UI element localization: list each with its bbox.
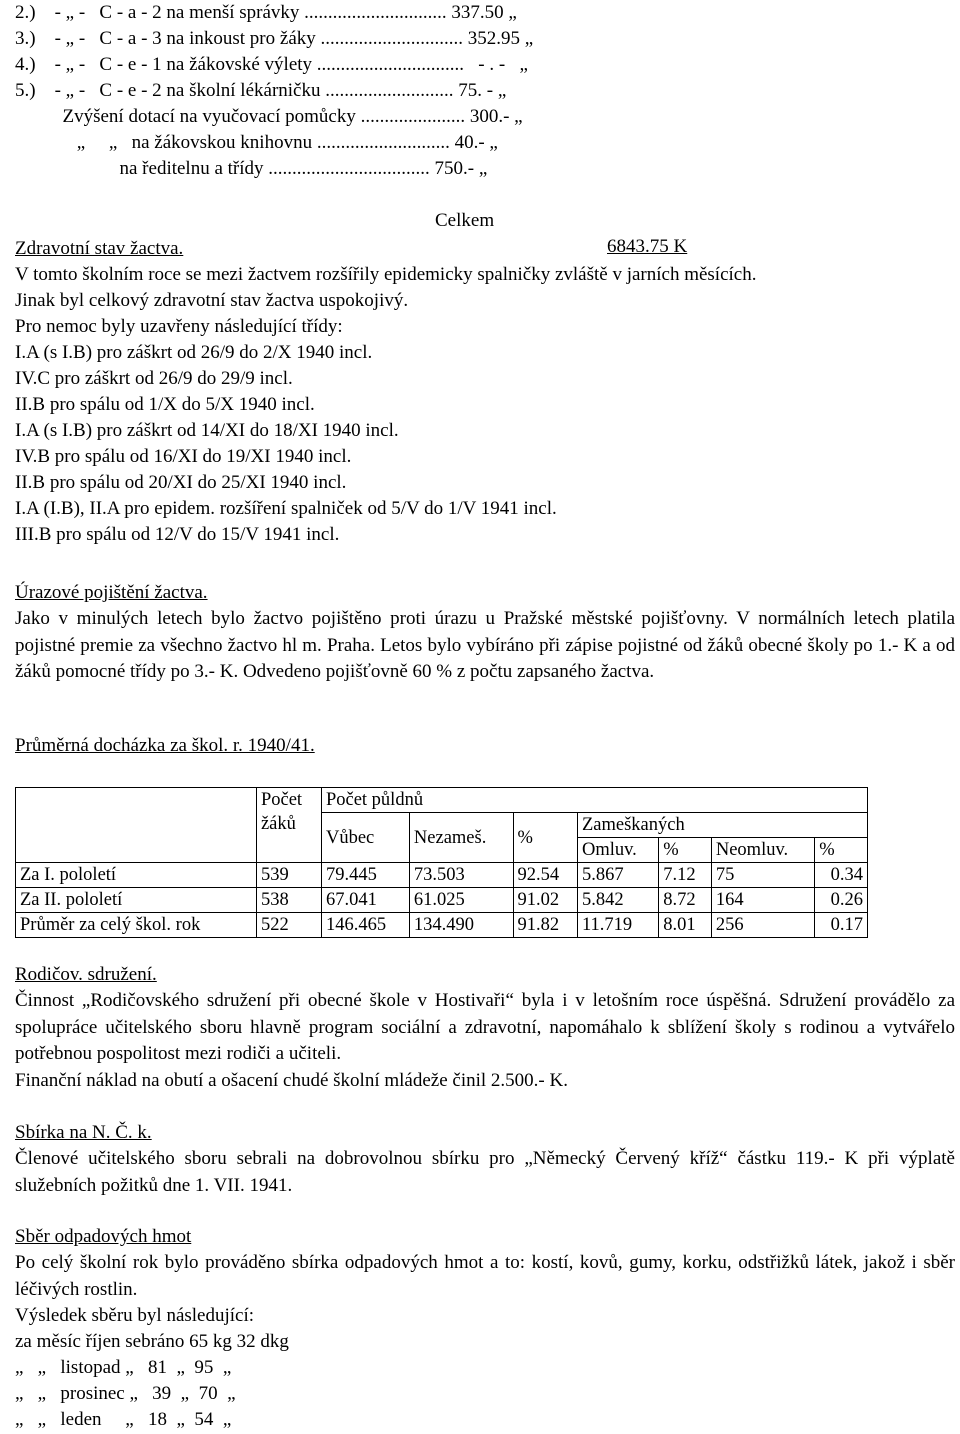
table-cell: 61.025: [409, 888, 513, 913]
table-cell: 91.82: [513, 913, 577, 938]
header-pct3: %: [815, 838, 868, 863]
table-cell: 134.490: [409, 913, 513, 938]
header-missed: Zameškaných: [577, 813, 867, 838]
waste-line: za měsíc říjen sebráno 65 kg 32 dkg: [15, 1331, 289, 1352]
budget-line: Zvýšení dotací na vyučovací pomůcky ...................... 300.- „: [15, 106, 523, 127]
table-row: [16, 913, 868, 938]
budget-line: 2.) - „ - C - a - 2 na menší správky .............................. 337.50 „: [15, 2, 517, 23]
health-line: II.B pro spálu od 20/XI do 25/XI 1940 incl.: [15, 472, 347, 493]
budget-line: 3.) - „ - C - a - 3 na inkoust pro žáky .............................. 352.95 „: [15, 28, 534, 49]
table-cell: 73.503: [409, 863, 513, 888]
table-cell: 146.465: [321, 913, 409, 938]
table-cell: 5.842: [577, 888, 658, 913]
health-line: I.A (s I.B) pro záškrt od 14/XI do 18/XI 1940 incl.: [15, 420, 399, 441]
header-pupils: Počet žáků: [256, 788, 321, 863]
health-line: Pro nemoc byly uzavřeny následující třídy:: [15, 316, 343, 337]
table-cell: 7.12: [659, 863, 712, 888]
insurance-heading: Úrazové pojištění žactva.: [15, 582, 208, 603]
parents-heading: Rodičov. sdružení.: [15, 964, 157, 985]
waste-text: Po celý školní rok bylo prováděno sbírka odpadových hmot a to: kostí, kovů, gumy, korku, odstřižků látek, jakož i sběr léčivých rostlin.: [15, 1252, 955, 1300]
table-cell: 0.17: [815, 913, 868, 938]
parents-text2: Finanční náklad na obutí a ošacení chudé školní mládeže činil 2.500.- K.: [15, 1069, 568, 1091]
table-cell: 0.34: [815, 863, 868, 888]
parents-section: [15, 962, 955, 1094]
health-line: III.B pro spálu od 12/V do 15/V 1941 incl.: [15, 524, 340, 545]
header-pct2: %: [659, 838, 712, 863]
health-line: I.A (s I.B) pro záškrt od 26/9 do 2/X 1940 incl.: [15, 342, 373, 363]
waste-line: „ „ leden „ 18 „ 54 „: [15, 1409, 232, 1430]
table-cell: Za II. pololetí: [16, 888, 257, 913]
table-row: [16, 888, 868, 913]
table-cell: 8.72: [659, 888, 712, 913]
header-unexcused2: Neomluv.: [711, 838, 814, 863]
insurance-text: Jako v minulých letech bylo žactvo pojištěno proti úrazu u Pražské městské pojišťovny. V normálních letech platila pojistné premie za všechno žactvo hl m. Praha. Letos bylo vybíráno při zápise pojistné od žáků obecné školy po 1.- K a od žáků pomocné třídy po 3.- K. Odvedeno pojišťovně 60 % z počtu zapsaného žactva.: [15, 608, 955, 682]
waste-line: „ „ prosinec „ 39 „ 70 „: [15, 1383, 236, 1404]
waste-line: Výsledek sběru byl následující:: [15, 1305, 255, 1326]
waste-heading: Sběr odpadových hmot: [15, 1226, 192, 1247]
health-line: IV.B pro spálu od 16/XI do 19/XI 1940 incl.: [15, 446, 352, 467]
table-cell: 0.26: [815, 888, 868, 913]
table-cell: 256: [711, 913, 814, 938]
collection-heading: Sbírka na N. Č. k.: [15, 1122, 152, 1143]
budget-total-label: Celkem: [435, 210, 495, 231]
table-cell: 522: [256, 913, 321, 938]
table-cell: 8.01: [659, 913, 712, 938]
header-pct: %: [513, 813, 577, 863]
health-heading: Zdravotní stav žactva.: [15, 238, 184, 259]
budget-line: 4.) - „ - C - e - 1 na žákovské výlety ............................... - . - „: [15, 54, 528, 75]
header-excused: Omluv.: [577, 838, 658, 863]
table-cell: Průměr za celý škol. rok: [16, 913, 257, 938]
table-cell: 538: [256, 888, 321, 913]
budget-line: na ředitelnu a třídy .................................. 750.- „: [15, 158, 488, 179]
insurance-section: [15, 580, 955, 686]
health-line: II.B pro spálu od 1/X do 5/X 1940 incl.: [15, 394, 315, 415]
attendance-heading-wrap: [15, 733, 315, 759]
waste-section: [15, 1224, 955, 1433]
budget-total-value: 6843.75 K: [607, 236, 688, 257]
health-line: IV.C pro záškrt od 26/9 do 29/9 incl.: [15, 368, 293, 389]
table-cell: 79.445: [321, 863, 409, 888]
table-header-cell: [16, 788, 257, 863]
health-line: V tomto školním roce se mezi žactvem rozšířily epidemicky spalničky zvláště v jarních měsících.: [15, 264, 757, 285]
collection-text: Členové učitelského sboru sebrali na dobrovolnou sbírku pro „Německý Červený kříž“ částku 119.- K při výplatě služebních požitků dne 1. VII. 1941.: [15, 1148, 955, 1196]
table-cell: 5.867: [577, 863, 658, 888]
table-cell: 11.719: [577, 913, 658, 938]
waste-line: „ „ listopad „ 81 „ 95 „: [15, 1357, 232, 1378]
header-total: Vůbec: [321, 813, 409, 863]
health-line: Jinak byl celkový zdravotní stav žactva uspokojivý.: [15, 290, 409, 311]
table-cell: 92.54: [513, 863, 577, 888]
health-section: [15, 236, 756, 548]
table-row: [16, 863, 868, 888]
table-cell: 539: [256, 863, 321, 888]
table-cell: 91.02: [513, 888, 577, 913]
table-cell: Za I. pololetí: [16, 863, 257, 888]
table-header-row: [16, 788, 868, 813]
table-cell: 67.041: [321, 888, 409, 913]
health-line: I.A (I.B), II.A pro epidem. rozšíření spalniček od 5/V do 1/V 1941 incl.: [15, 498, 557, 519]
attendance-table: [15, 787, 868, 938]
budget-line: „ „ na žákovskou knihovnu ............................ 40.- „: [15, 132, 498, 153]
attendance-heading: Průměrná docházka za škol. r. 1940/41.: [15, 735, 315, 756]
collection-section: [15, 1120, 955, 1199]
header-halfdays: Počet půldnů: [321, 788, 867, 813]
parents-text: Činnost „Rodičovského sdružení při obecné škole v Hostivaři“ byla i v letošním roce úspěšná. Sdružení provádělo za spolupráce učitelského sboru hlavně program sociální a zdravotní, napomáhalo k sblížení školy s rodinou a vytvářelo potřebnou pospolitost mezi rodiči a učiteli.: [15, 990, 955, 1064]
table-cell: 164: [711, 888, 814, 913]
header-unexcused: Nezameš.: [409, 813, 513, 863]
table-cell: 75: [711, 863, 814, 888]
budget-line: 5.) - „ - C - e - 2 na školní lékárničku ........................... 75. - „: [15, 80, 507, 101]
